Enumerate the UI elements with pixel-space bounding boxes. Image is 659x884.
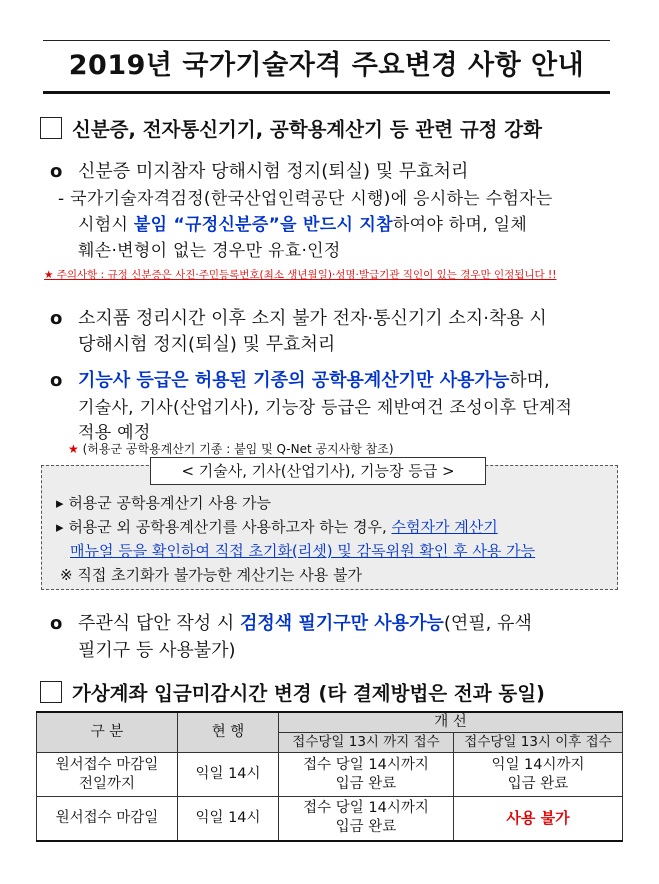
bullet-calculator-rule xyxy=(50,366,550,392)
header-current: 현 행 xyxy=(178,712,279,753)
page-title: 2019년 국가기술자격 주요변경 사항 안내 xyxy=(68,50,585,81)
header-category: 구 분 xyxy=(37,712,178,753)
row1-after13-line1: 익일 14시까지 xyxy=(491,756,585,773)
circle-bullet-icon: o xyxy=(50,370,63,391)
row2-before13-line1: 접수 당일 14시까지 xyxy=(303,800,429,817)
calc-item2-highlight1: 수험자가 계산기 xyxy=(391,518,498,536)
bullet-id-rule xyxy=(50,157,468,183)
pen-rule-pre: 주관식 답안 작성 시 xyxy=(78,613,240,634)
calc-item2-highlight2: 매뉴얼 등을 확인하여 직접 초기화(리셋) 및 감독위원 확인 후 사용 가능 xyxy=(70,542,536,560)
header-improve: 개 선 xyxy=(279,712,623,733)
calc-item2-cont xyxy=(70,540,535,561)
header-after13: 접수당일 13시 이후 접수 xyxy=(454,733,623,753)
row1-before13-line2: 입금 완료 xyxy=(335,775,397,792)
id-detail-line2-pre: 시험시 xyxy=(78,215,134,235)
row1-before13 xyxy=(279,753,454,797)
table-row xyxy=(37,753,623,797)
circle-bullet-icon: o xyxy=(50,161,63,182)
row1-before13-line1: 접수 당일 14시까지 xyxy=(303,756,429,773)
calculator-rule-highlight: 기능사 등급은 허용된 기종의 공학용계산기만 사용가능 xyxy=(78,370,510,391)
calc-item2-text: 허용군 외 공학용계산기를 사용하고자 하는 경우, xyxy=(68,518,392,536)
row1-category xyxy=(37,753,178,797)
header-before13: 접수당일 13시 까지 접수 xyxy=(279,733,454,753)
square-bullet-icon xyxy=(40,117,62,139)
square-bullet-icon xyxy=(40,681,62,703)
calc-remark: ※ 직접 초기화가 불가능한 계산기는 사용 불가 xyxy=(60,566,362,584)
id-detail-line2-post: 하여야 하며, 일체 xyxy=(392,215,528,235)
section1-heading-text: 신분증, 전자통신기기, 공학용계산기 등 관련 규정 강화 xyxy=(72,118,542,141)
deposit-deadline-table xyxy=(36,711,623,842)
row2-before13 xyxy=(279,797,454,841)
triangle-bullet-icon: ▸ xyxy=(56,518,69,536)
device-rule-line1: 소지품 정리시간 이후 소지 불가 전자·통신기기 소지·착용 시 xyxy=(78,308,547,329)
pen-rule-post: (연필, 유색 xyxy=(443,613,532,634)
circle-bullet-icon: o xyxy=(50,308,63,329)
calc-item1 xyxy=(56,492,271,513)
table-row xyxy=(37,797,623,841)
row2-current: 익일 14시 xyxy=(178,797,279,841)
section1-heading xyxy=(40,114,542,142)
id-notice: ★ 주의사항 : 규정 신분증은 사진·주민등록번호(최소 생년월일)·성명·발급기관 직인이 있는 경우만 인정됩니다 !! xyxy=(44,269,557,281)
circle-bullet-icon: o xyxy=(50,613,63,634)
table-header-row xyxy=(37,712,623,733)
row2-before13-line2: 입금 완료 xyxy=(335,819,397,836)
pen-rule-line2: 필기구 등 사용불가) xyxy=(78,640,236,661)
id-detail-line2 xyxy=(78,210,527,235)
calc-item2 xyxy=(56,516,498,537)
calc-item1-text: 허용군 공학용계산기 사용 가능 xyxy=(68,494,271,512)
grade-tag: < 기술사, 기사(산업기사), 기능장 등급 > xyxy=(150,457,486,485)
calculator-rule-line3: 적용 예정 xyxy=(78,423,151,443)
id-required-highlight: 붙임 “규정신분증”을 반드시 지참 xyxy=(133,215,393,235)
id-detail-line3: 훼손·변형이 없는 경우만 유효·인정 xyxy=(78,241,341,261)
bullet-id-rule-text: 신분증 미지참자 당해시험 정지(퇴실) 및 무효처리 xyxy=(78,161,469,182)
row1-after13 xyxy=(454,753,623,797)
calculator-ref xyxy=(68,440,394,457)
bullet-device-rule xyxy=(50,304,547,330)
row2-after13: 사용 불가 xyxy=(454,797,623,841)
section2-heading-text: 가상계좌 입금미감시간 변경 (타 결제방법은 전과 동일) xyxy=(72,682,545,705)
calculator-rule-post: 하며, xyxy=(509,370,550,391)
star-icon: ★ xyxy=(68,442,83,456)
row2-category: 원서접수 마감일 xyxy=(37,797,178,841)
row1-current: 익일 14시 xyxy=(178,753,279,797)
section2-heading xyxy=(40,678,545,706)
row1-category-line1: 원서접수 마감일 xyxy=(55,756,159,773)
device-rule-line2: 당해시험 정지(퇴실) 및 무효처리 xyxy=(78,334,336,355)
id-detail-line1: - 국가기술자격검정(한국산업인력공단 시행)에 응시하는 수험자는 xyxy=(58,189,553,209)
triangle-bullet-icon: ▸ xyxy=(56,494,69,512)
calculator-ref-text: (허용군 공학용계산기 기종 : 붙임 및 Q-Net 공지사항 참조) xyxy=(82,442,394,456)
pen-rule-highlight: 검정색 필기구만 사용가능 xyxy=(240,613,444,634)
bullet-pen-rule xyxy=(50,609,532,635)
row1-after13-line2: 입금 완료 xyxy=(507,775,569,792)
row1-category-line2: 전일까지 xyxy=(78,775,136,792)
calculator-rule-line2: 기술사, 기사(산업기사), 기능장 등급은 제반여건 조성이후 단계적 xyxy=(78,398,573,418)
title-banner xyxy=(43,40,610,94)
